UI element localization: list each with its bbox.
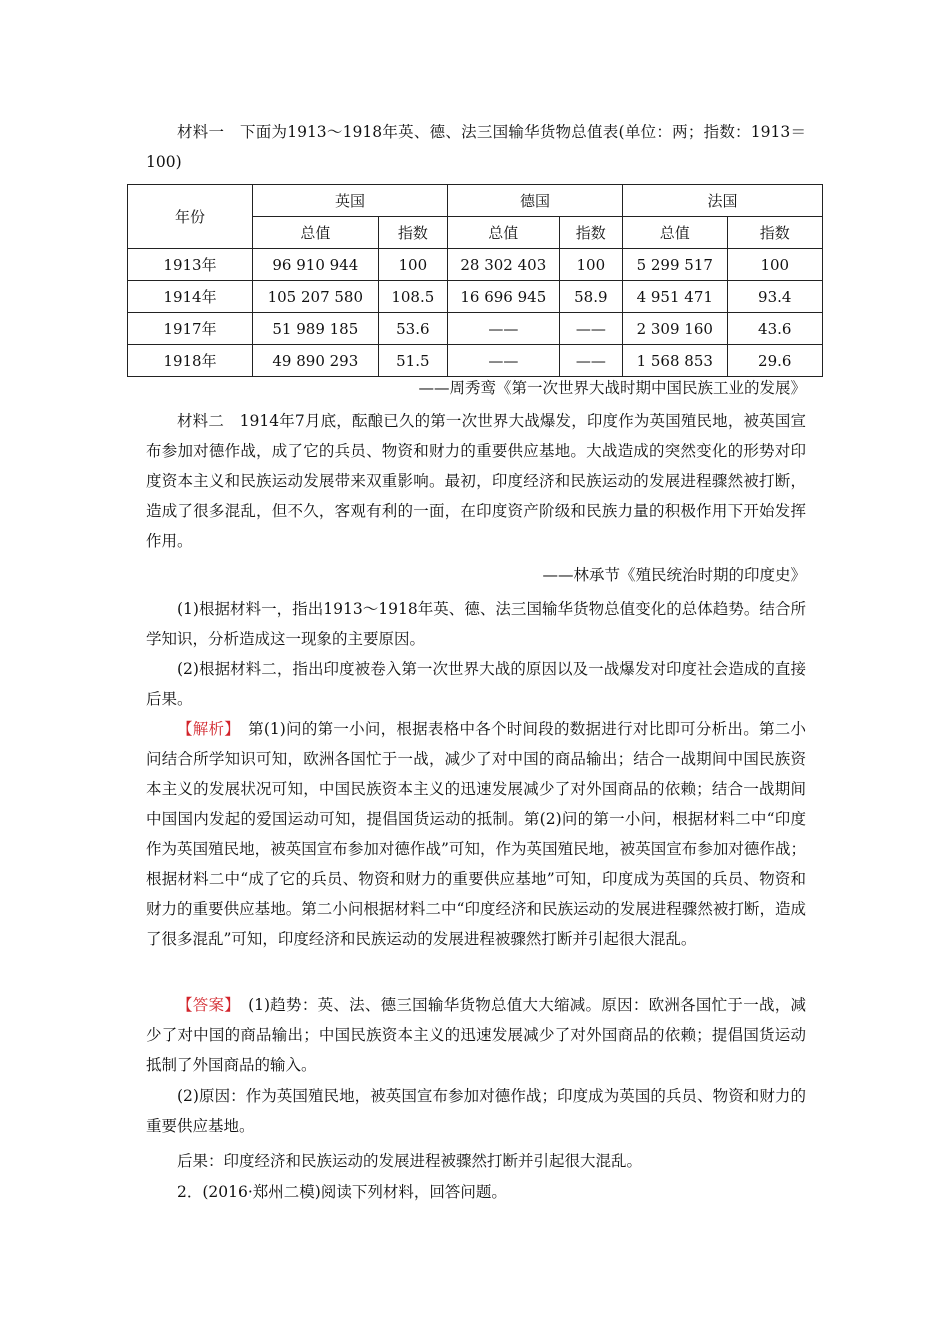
subheader-index: 指数: [378, 217, 447, 249]
next-question: 2．(2016·郑州二模)阅读下列材料，回答问题。: [177, 1183, 507, 1201]
cell-value: 2 309 160: [623, 313, 728, 345]
year-header: 年份: [128, 185, 253, 249]
cell-value: 49 890 293: [253, 345, 379, 377]
cell-value: 105 207 580: [253, 281, 379, 313]
answer-text-2: (2)原因：作为英国殖民地，被英国宣布参加对德作战；印度成为英国的兵员、物资和财力的重要供应基地。: [146, 1087, 806, 1135]
question-1: (1)根据材料一，指出1913～1918年英、德、法三国输华货物总值变化的总体趋势。结合所学知识，分析造成这一现象的主要原因。: [146, 600, 806, 648]
country-header-uk: 英国: [253, 185, 448, 217]
answer-text-1: (1)趋势：英、法、德三国输华货物总值大大缩减。原因：欧洲各国忙于一战，减少了对中国的商品输出；中国民族资本主义的迅速发展减少了对外国商品的依赖；提倡国货运动抵制了外国商品的输入。: [146, 996, 806, 1074]
answer-text-3: 后果：印度经济和民族运动的发展进程被骤然打断并引起很大混乱。: [177, 1152, 643, 1170]
table-row: [128, 249, 823, 281]
material2-text: 材料二 1914年7月底，酝酿已久的第一次世界大战爆发，印度作为英国殖民地，被英国宣布参加对德作战，成了它的兵员、物资和财力的重要供应基地。大战造成的突然变化的形势对印度资本主义和民族运动发展带来双重影响。最初，印度经济和民族运动的发展进程骤然被打断，造成了很多混乱，但不久，客观有利的一面，在印度资产阶级和民族力量的积极作用下开始发挥作用。: [146, 412, 806, 550]
cell-value: 51 989 185: [253, 313, 379, 345]
cell-value: 1 568 853: [623, 345, 728, 377]
cell-value: 43.6: [727, 313, 822, 345]
cell-value: ——: [559, 313, 622, 345]
answer-paragraph: [146, 990, 806, 1080]
cell-value: 100: [559, 249, 622, 281]
answer-tag: 【答案】: [177, 996, 233, 1014]
material1-source: ——周秀鸾《第一次世界大战时期中国民族工业的发展》: [418, 379, 806, 397]
cell-value: 16 696 945: [448, 281, 560, 313]
subheader-total: 总值: [623, 217, 728, 249]
cell-value: 29.6: [727, 345, 822, 377]
cell-value: 28 302 403: [448, 249, 560, 281]
row-year: 1914年: [128, 281, 253, 313]
analysis-tag: 【解析】: [177, 720, 233, 738]
cell-value: 100: [727, 249, 822, 281]
row-year: 1918年: [128, 345, 253, 377]
table-header-row: [128, 185, 823, 217]
cell-value: 93.4: [727, 281, 822, 313]
cell-value: ——: [448, 313, 560, 345]
cell-value: 58.9: [559, 281, 622, 313]
cell-value: 100: [378, 249, 447, 281]
row-year: 1917年: [128, 313, 253, 345]
trade-table: [127, 184, 823, 377]
cell-value: 53.6: [378, 313, 447, 345]
analysis-paragraph: [146, 714, 806, 954]
country-header-de: 德国: [448, 185, 623, 217]
row-year: 1913年: [128, 249, 253, 281]
cell-value: 51.5: [378, 345, 447, 377]
subheader-total: 总值: [448, 217, 560, 249]
table-row: [128, 281, 823, 313]
table-row: [128, 345, 823, 377]
subheader-total: 总值: [253, 217, 379, 249]
cell-value: 96 910 944: [253, 249, 379, 281]
cell-value: ——: [559, 345, 622, 377]
cell-value: 108.5: [378, 281, 447, 313]
question-2: (2)根据材料二，指出印度被卷入第一次世界大战的原因以及一战爆发对印度社会造成的直接后果。: [146, 660, 806, 708]
material1-intro: 材料一 下面为1913～1918年英、德、法三国输华货物总值表(单位：两；指数：1913＝100): [146, 123, 806, 171]
cell-value: 4 951 471: [623, 281, 728, 313]
subheader-index: 指数: [559, 217, 622, 249]
analysis-text: 第(1)问的第一小问，根据表格中各个时间段的数据进行对比即可分析出。第二小问结合所学知识可知，欧洲各国忙于一战，减少了对中国的商品输出；结合一战期间中国民族资本主义的发展状况可知，中国民族资本主义的迅速发展减少了对外国商品的依赖；结合一战期间中国国内发起的爱国运动可知，提倡国货运动的抵制。第(2)问的第一小问，根据材料二中“印度作为英国殖民地，被英国宣布参加对德作战”可知，作为英国殖民地，被英国宣布参加对德作战；根据材料二中“成了它的兵员、物资和财力的重要供应基地”可知，印度成为英国的兵员、物资和财力的重要供应基地。第二小问根据材料二中“印度经济和民族运动的发展进程骤然被打断，造成了很多混乱”可知，印度经济和民族运动的发展进程被骤然打断并引起很大混乱。: [146, 720, 806, 948]
table-row: [128, 313, 823, 345]
country-header-fr: 法国: [623, 185, 823, 217]
cell-value: ——: [448, 345, 560, 377]
cell-value: 5 299 517: [623, 249, 728, 281]
material2-source: ——林承节《殖民统治时期的印度史》: [542, 566, 806, 584]
subheader-index: 指数: [727, 217, 822, 249]
